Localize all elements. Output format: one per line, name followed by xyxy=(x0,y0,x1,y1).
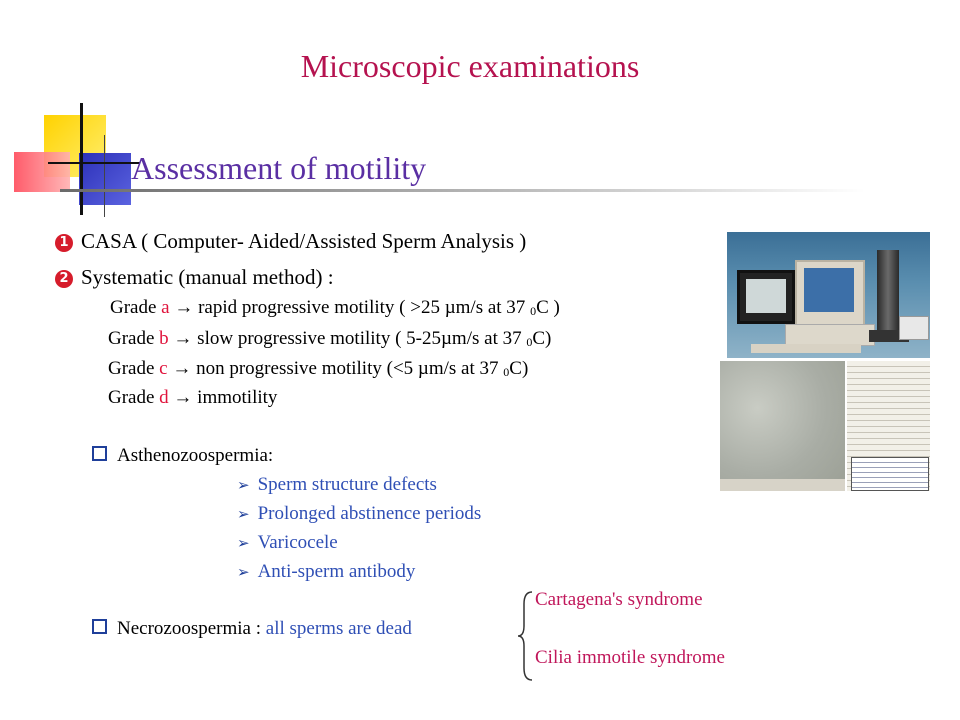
cause-item xyxy=(237,532,338,554)
square-bullet-icon xyxy=(92,446,107,461)
degree-mark: 0 xyxy=(503,365,510,379)
condition-colon: : xyxy=(267,445,274,466)
cause-item xyxy=(237,503,481,525)
square-bullet-icon xyxy=(92,619,107,634)
arrow-bullet-icon: ➢ xyxy=(237,476,250,494)
grade-line-b xyxy=(108,328,551,350)
monitor-screen xyxy=(746,279,786,313)
deco-vertical-line xyxy=(80,103,83,215)
grade-desc: → rapid progressive motility ( >25 µm/s at 37 xyxy=(169,297,531,318)
cause-text: Varicocele xyxy=(257,532,338,553)
condition-definition: all sperms are dead xyxy=(265,618,412,639)
monitor-left xyxy=(737,270,795,324)
grade-prefix: Grade xyxy=(108,328,160,349)
grade-desc: → slow progressive motility ( 5-25µm/s at 37 xyxy=(168,328,527,349)
necrozoospermia-heading xyxy=(92,618,412,640)
cause-text: Prolonged abstinence periods xyxy=(257,503,482,524)
deco-block xyxy=(0,95,140,225)
deco-vertical-line xyxy=(104,135,105,217)
grade-letter: c xyxy=(159,358,168,379)
grade-line-d xyxy=(108,387,277,409)
condition-label: Asthenozoospermia xyxy=(117,445,268,466)
list-item-casa xyxy=(55,229,526,254)
grade-end: C) xyxy=(509,358,529,379)
monitor-center xyxy=(795,260,865,326)
microscope xyxy=(877,250,899,334)
grade-letter: d xyxy=(159,387,169,408)
casa-equipment-photo xyxy=(727,232,930,358)
asthenozoospermia-heading xyxy=(92,445,273,467)
keyboard xyxy=(751,344,861,353)
status-bar xyxy=(720,479,845,491)
degree-mark: 0 xyxy=(526,335,533,349)
grade-letter: a xyxy=(161,297,170,318)
cause-text: Anti-sperm antibody xyxy=(257,561,416,582)
sperm-micrograph xyxy=(720,361,845,479)
item-text: Systematic (manual method) : xyxy=(81,265,334,289)
syndrome-item: Cilia immotile syndrome xyxy=(535,647,725,668)
cause-text: Sperm structure defects xyxy=(257,474,437,495)
computer-case xyxy=(785,324,875,346)
arrow-bullet-icon: ➢ xyxy=(237,534,250,552)
syndrome-item: Cartagena's syndrome xyxy=(535,589,703,610)
grade-prefix: Grade xyxy=(108,387,160,408)
cause-item xyxy=(237,561,415,583)
arrow-bullet-icon: ➢ xyxy=(237,563,250,581)
grade-desc: → immotility xyxy=(168,387,278,408)
curly-brace-icon xyxy=(516,590,536,682)
casa-analysis-screenshot xyxy=(720,361,930,491)
deco-horizontal-line xyxy=(48,162,140,164)
item-text: CASA ( Computer- Aided/Assisted Sperm Analysis ) xyxy=(81,229,527,253)
page-title: Microscopic examinations xyxy=(300,48,640,84)
grade-prefix: Grade xyxy=(110,297,162,318)
list-item-systematic xyxy=(55,265,334,290)
degree-mark: 0 xyxy=(530,304,537,318)
grade-prefix: Grade xyxy=(108,358,160,379)
controller-box xyxy=(899,316,929,340)
subtitle-underline xyxy=(60,189,865,192)
grade-line-c xyxy=(108,358,528,380)
grade-line-a xyxy=(110,297,560,319)
grade-end: C ) xyxy=(536,297,560,318)
grade-end: C) xyxy=(532,328,552,349)
section-subtitle: Assessment of motility xyxy=(131,150,427,186)
results-table xyxy=(851,457,929,491)
deco-blue-square xyxy=(79,153,131,205)
grade-desc: → non progressive motility (<5 µm/s at 37 xyxy=(167,358,504,379)
condition-label: Necrozoospermia : xyxy=(117,618,266,639)
cause-item xyxy=(237,474,437,496)
monitor-screen xyxy=(804,268,854,312)
deco-red-square xyxy=(14,152,70,192)
grade-letter: b xyxy=(159,328,169,349)
number-two-icon: 2 xyxy=(55,270,73,288)
arrow-bullet-icon: ➢ xyxy=(237,505,250,523)
number-one-icon: 1 xyxy=(55,234,73,252)
